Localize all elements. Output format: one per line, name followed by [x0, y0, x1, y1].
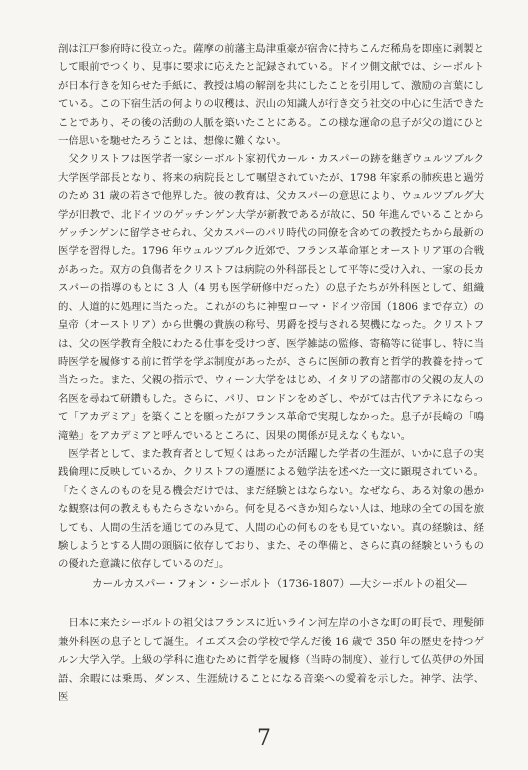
- page-number: 7: [257, 726, 271, 751]
- paragraph-2: 父クリストフは医学者一家シーボルト家初代カール・カスパーの跡を継ぎウュルツブルク大学医学部長となり、将来の病院長として嘱望されていたが、1798 年家系の肺疾患と過労のため 31 歳の若さで他界した。彼の教育は、父カスパーの意思により、ウュルツブルグ大学が旧教で、北ドイツのゲッチンゲン大学が新教であるが故に、50 年進んでいることからゲッチンゲンに留学させられ、父カスパーのパリ時代の同僚を含めての教授たちから最新の医学を習得した。1796 年ウュルツブルク近郊で、フランス革命軍とオーストリア軍の合戦があった。双方の負傷者をクリストフは病院の外科部長として平等に受け入れ、一家の長カスパーの指導のもとに 3 人（4 男も医学研修中だった）の息子たちが外科医として、組織的、人道的に処理に当たった。これがのちに神聖ローマ・ドイツ帝国（1806 まで存立）の皇帝（オーストリア）から世襲の貴族の称号、男爵を授与される契機になった。クリストフは、父の医学教育全般にわたる仕事を受けつぎ、医学雑誌の監修、寄稿等に従事し、特に当時医学を履修する前に哲学を学ぶ制度があったが、さらに医師の教育と哲学的教養を持って当たった。また、父親の指示で、ウィーン大学をはじめ、イタリアの諸都市の父親の友人の名医を尋ねて研鑽もした。さらに、パリ、ロンドンをめざし、やがては古代アテネにならって「アカデミア」を築くことを願ったがフランス革命で実現しなかった。息子が長崎の「鳴滝塾」をアカデミアと呼んでいるところに、因果の関係が見えなくもない。: [58, 153, 485, 442]
- paragraph-1: 剖は江戸参府時に役立った。薩摩の前藩主島津重豪が宿舎に持ちこんだ稀鳥を即座に剥製として眼前でつくり、見事に要求に応えたと記録されている。ドイツ側文献では、シーボルトが日本行きを知らせた手紙に、教授は鳩の解剖を共にしたことを引用して、激励の言葉にしている。この下宿生活の何よりの収穫は、沢山の知識人が行き交う社交の中心に生活できたことであり、その後の活動の人脈を築いたことにある。この様な運命の息子が父の道にひと一倍思いを馳せたろうことは、想像に難くない。: [58, 43, 485, 148]
- paragraph-3: 医学者として、また教育者として短くはあったが活躍した学者の生涯が、いかに息子の実践倫理に反映しているか、クリストフの遷歴による勉学法を述べた一文に顕現されている。「たくさんのものを見る機会だけでは、まだ経験とはならない。なぜなら、ある対象の愚かな観察は何の教えももたらさないから。何を見るべきか知らない人は、地球の全ての国を旅しても、人間の生活を通じてのみ見て、人間の心の何ものをも見ていない。真の経験は、経験しようとする人間の頭脳に依存しており、また、その準備と、さらに真の経験というものの優れた意識に依存しているのだ」。: [58, 447, 485, 571]
- body-text: [58, 40, 484, 574]
- tail-paragraph: 日本に来たシーボルトの祖父はフランスに近いライン河左岸の小さな町の町長で、理髪師兼外科医の息子として誕生。イエズス会の学校で学んだ後 16 歳で 350 年の歴史を持つゲルン大学入学。上級の学科に進むために哲学を履修（当時の制度）、並行して仏英伊の外国語、余暇には乗馬、ダンス、生涯続けることになる音楽への愛着を示した。神学、法学、医: [58, 617, 484, 704]
- section-heading: カールカスパー・フォン・シーボルト（1736-1807）―大シーボルトの祖父―: [92, 578, 467, 590]
